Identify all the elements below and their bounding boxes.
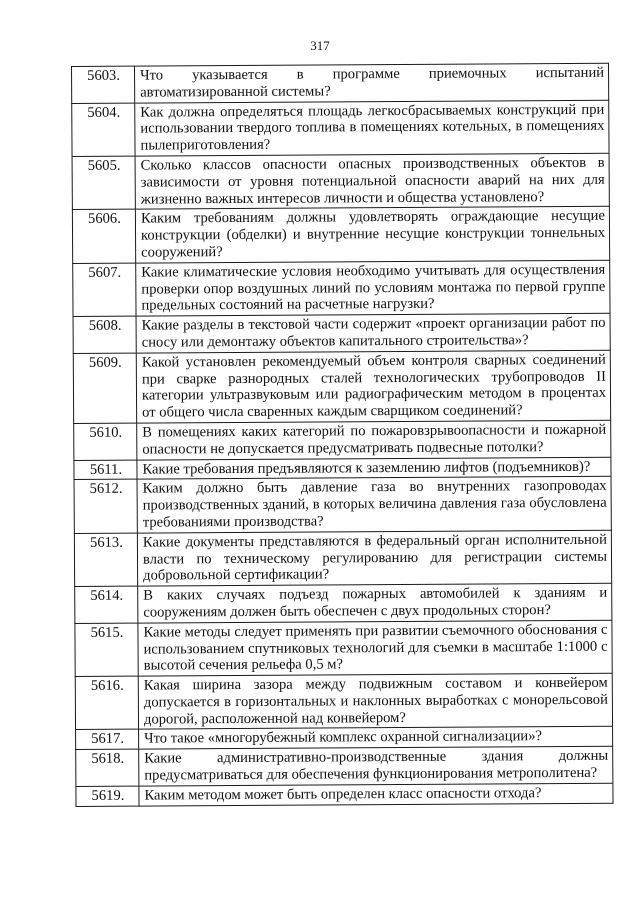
question-text: Каким методом может быть определен класс опасности отхода? — [139, 783, 613, 806]
page-number: 317 — [310, 38, 330, 53]
questions-table — [71, 63, 614, 807]
question-number: 5613. — [74, 533, 137, 587]
question-text: Что указывается в программе приемочных испытаний автоматизированной системы? — [135, 63, 609, 102]
table-row — [74, 477, 611, 534]
question-text: Какие климатические условия необходимо учитывать для осуществления проверки опор воздушных линий по условиям монтажа по первой группе предельных состояний на расчетные нагрузки? — [136, 260, 610, 316]
question-text: Как должна определяться площадь легкосбрасываемых конструкций при использовании твердого топлива в помещениях котельных, в помещениях пылеприготовления? — [135, 100, 609, 156]
table-row — [72, 100, 609, 157]
table-row — [74, 420, 611, 460]
question-text: Какая ширина зазора между подвижным составом и конвейером допускается в горизонтальных и наклонных выработках с монорельсовой дорогой, расположенной над конвейером? — [138, 673, 612, 729]
question-text: В каких случаях подъезд пожарных автомобилей к зданиям и сооружениям должен быть обеспечен с двух продольных сторон? — [138, 583, 612, 622]
table-row — [72, 153, 609, 210]
question-text: Какой установлен рекомендуемый объем контроля сварных соединений при сварке разнородных сталей технологических трубопроводов II категории ультразвуковым или радиографическим методом в процентах от общего числа сваренных каждым сварщиком соединений? — [136, 350, 610, 423]
question-text: Сколько классов опасности опасных производственных объектов в зависимости от уровня потенциальной опасности аварий на них для жизненно важных интересов личности и общества установлено? — [135, 153, 609, 209]
table-row — [75, 673, 612, 730]
question-number: 5603. — [72, 66, 135, 103]
question-number: 5611. — [74, 460, 137, 480]
question-text: Какие административно-производственные здания должны предусматриваться для обеспечения функционирования метрополитена? — [139, 746, 613, 785]
table-row — [73, 350, 610, 423]
question-number: 5614. — [75, 586, 138, 623]
question-number: 5609. — [73, 353, 136, 424]
table-row — [72, 207, 609, 264]
question-number: 5615. — [75, 623, 138, 677]
table-row — [76, 783, 613, 806]
question-text: Каким требованиям должны удовлетворять ограждающие несущие конструкции (обделки) и внутренние несущие конструкции тоннельных сооружений? — [135, 207, 609, 263]
question-number: 5610. — [74, 423, 137, 460]
question-number: 5607. — [73, 263, 136, 317]
question-text: Какие разделы в текстовой части содержит «проект организации работ по сносу или демонтажу объектов капитального строительства»? — [136, 313, 610, 352]
question-number: 5618. — [76, 749, 139, 786]
question-text: Что такое «многорубежный комплекс охранной сигнализации»? — [139, 727, 613, 750]
table-row — [75, 620, 612, 677]
question-text: Какие документы представляются в федеральный орган исполнительной власти по техническому регулированию для регистрации системы добровольной сертификации? — [137, 530, 611, 586]
table-row — [72, 63, 609, 103]
question-number: 5605. — [72, 156, 135, 210]
question-number: 5612. — [74, 479, 137, 533]
question-number: 5604. — [72, 103, 135, 157]
question-text: В помещениях каких категорий по пожаровзрывоопасности и пожарной опасности не допускается предусматривать подвесные потолки? — [137, 420, 611, 459]
question-number: 5617. — [76, 730, 139, 750]
table-row — [73, 313, 610, 353]
question-number: 5619. — [76, 786, 139, 806]
question-number: 5606. — [72, 209, 135, 263]
table-row — [73, 260, 610, 317]
question-text: Какие требования предъявляются к заземлению лифтов (подъемников)? — [137, 457, 611, 480]
table-row — [75, 583, 612, 623]
question-number: 5608. — [73, 316, 136, 353]
table-row — [76, 746, 613, 786]
question-text: Какие методы следует применять при развитии съемочного обоснования с использованием спутниковых технологий для съемки в масштабе 1:1000 с высотой сечения рельефа 0,5 м? — [138, 620, 612, 676]
table-row — [74, 530, 611, 587]
question-text: Каким должно быть давление газа во внутренних газопроводах производственных зданий, в которых величина давления газа обусловлена требованиями производства? — [137, 477, 611, 533]
question-number: 5616. — [75, 676, 138, 730]
